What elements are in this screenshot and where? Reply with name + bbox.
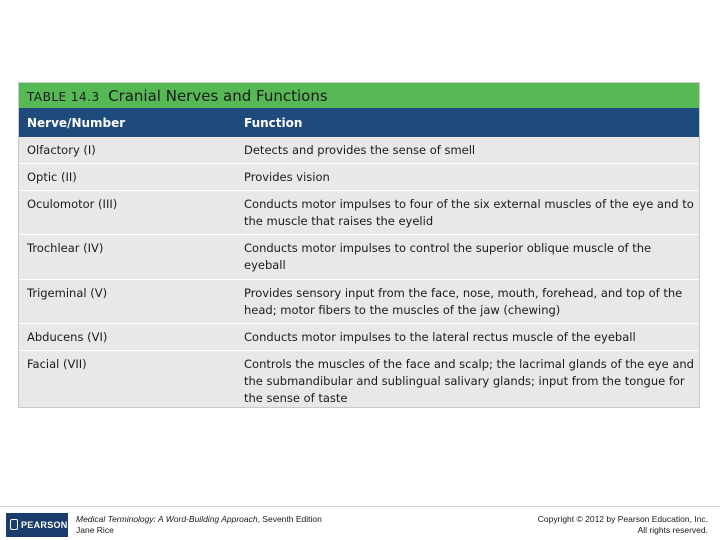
function-cell: Conducts motor impulses to four of the six external muscles of the eye and to the muscle that raises the eyelid	[244, 197, 694, 228]
nerve-cell: Trigeminal (V)	[27, 286, 108, 300]
cranial-nerves-table	[18, 82, 700, 408]
nerve-cell: Olfactory (I)	[27, 143, 96, 157]
nerve-cell: Abducens (VI)	[27, 330, 108, 344]
table-row	[19, 137, 699, 164]
table-body	[19, 137, 699, 413]
book-author: Jane Rice	[76, 525, 114, 535]
table-number: TABLE 14.3	[27, 90, 100, 104]
nerve-cell: Optic (II)	[27, 170, 77, 184]
table-title-bar	[19, 83, 699, 108]
function-cell: Detects and provides the sense of smell	[244, 143, 476, 157]
logo-text: PEARSON	[21, 520, 68, 530]
column-header-function: Function	[244, 116, 303, 130]
rights-line: All rights reserved.	[637, 525, 708, 535]
nerve-cell: Facial (VII)	[27, 357, 87, 371]
table-title	[27, 87, 328, 105]
column-header-nerve: Nerve/Number	[27, 116, 126, 130]
table-row	[19, 191, 699, 235]
copyright-notice	[538, 514, 708, 536]
nerve-cell: Trochlear (IV)	[27, 241, 104, 255]
nerve-cell: Oculomotor (III)	[27, 197, 118, 211]
table-header-row	[19, 108, 699, 137]
footer-divider	[0, 506, 720, 507]
table-row	[19, 164, 699, 191]
table-row	[19, 351, 699, 413]
function-cell: Provides vision	[244, 170, 330, 184]
slide-footer	[0, 506, 720, 540]
pearson-logo-icon	[10, 519, 18, 530]
book-title-line	[76, 514, 322, 525]
table-row	[19, 324, 699, 351]
book-citation	[76, 514, 322, 536]
table-row	[19, 235, 699, 280]
function-cell: Conducts motor impulses to control the superior oblique muscle of the eyeball	[244, 241, 652, 272]
copyright-line: Copyright © 2012 by Pearson Education, Inc.	[537, 514, 708, 524]
function-cell: Controls the muscles of the face and scalp; the lacrimal glands of the eye and the submandibular and sublingual salivary glands; input from the tongue for the sense of taste	[244, 357, 694, 405]
book-title: Medical Terminology: A Word-Building Approach	[76, 514, 258, 524]
function-cell: Conducts motor impulses to the lateral rectus muscle of the eyeball	[244, 330, 636, 344]
book-edition: , Seventh Edition	[257, 514, 322, 524]
pearson-logo	[6, 513, 68, 537]
function-cell: Provides sensory input from the face, nose, mouth, forehead, and top of the head; motor fibers to the muscles of the jaw (chewing)	[244, 286, 683, 317]
table-name: Cranial Nerves and Functions	[108, 87, 328, 105]
table-row	[19, 280, 699, 324]
